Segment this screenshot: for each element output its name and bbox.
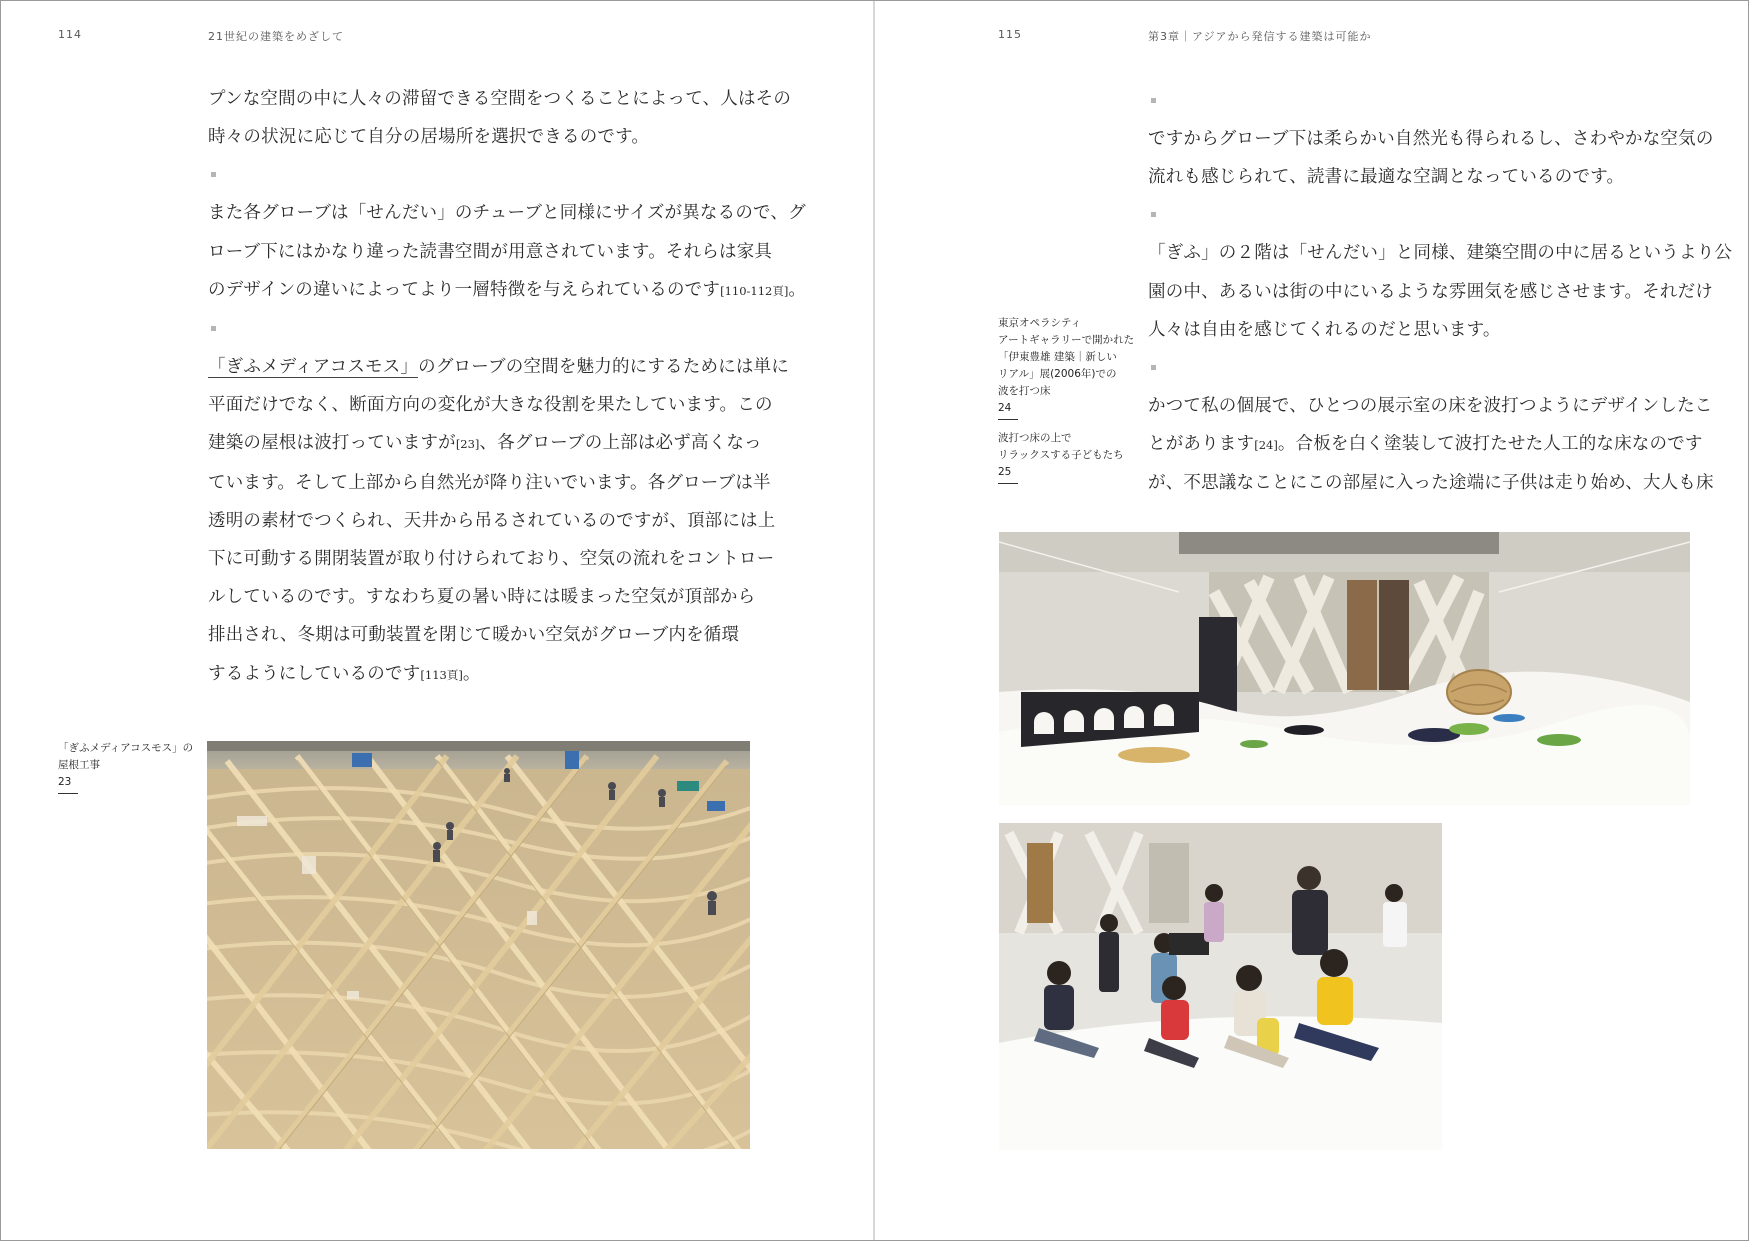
text-line: とがあります[24]。合板を白く塗装して波打たせた人工的な床なのです [1148, 434, 1703, 455]
figure-captions [998, 315, 1134, 494]
figure-number: 24 [998, 400, 1018, 420]
page-reference: [110-112頁] [720, 283, 789, 298]
paragraph-separator [211, 326, 216, 331]
text-line: のデザインの違いによってより一層特徴を与えられているのです[110-112頁]。 [208, 279, 807, 300]
page-reference: [113頁] [420, 667, 463, 682]
text-line: するようにしているのです[113頁]。 [208, 663, 481, 684]
text-line: 下に可動する開閉装置が取り付けられており、空気の流れをコントロー [208, 549, 775, 570]
figure-caption-25: 波打つ床の上で リラックスする子どもたち 25 [998, 430, 1134, 488]
left-page [0, 0, 874, 1241]
text-line: プンな空間の中に人々の滞留できる空間をつくることによって、人はその [208, 89, 792, 109]
paragraph-separator [1151, 212, 1156, 217]
paragraph-separator [1151, 98, 1156, 103]
text-line: 「ぎふメディアコスモス」のグローブの空間を魅力的にするためには単に [208, 357, 789, 378]
running-head: 第3章｜アジアから発信する建築は可能か [1148, 30, 1372, 43]
page-number: 114 [58, 28, 82, 41]
text-line: 平面だけでなく、断面方向の変化が大きな役割を果たしています。この [208, 395, 773, 416]
figure-reference: [24] [1254, 438, 1278, 453]
text-line: 排出され、冬期は可動装置を閉じて暖かい空気がグローブ内を循環 [208, 625, 740, 646]
paragraph-separator [1151, 365, 1156, 370]
emphasized-term: 「ぎふメディアコスモス」 [208, 357, 419, 378]
text-line: ですからグローブ下は柔らかい自然光も得られるし、さわやかな空気の [1148, 129, 1714, 149]
text-line: 透明の素材でつくられ、天井から吊るされているのですが、頂部には上 [208, 510, 776, 531]
figure-number: 23 [58, 774, 78, 794]
wavy-floor-exhibition-photo [999, 532, 1690, 805]
paragraph-separator [211, 172, 216, 177]
text-line: 園の中、あるいは街の中にいるような雰囲気を感じさせます。それだけ [1148, 281, 1713, 302]
text-line: 流れも感じられて、読書に最適な空調となっているのです。 [1148, 167, 1625, 188]
figure-number: 25 [998, 464, 1018, 484]
figure-caption-23: 「ぎふメディアコスモス」の 屋根工事 23 [58, 740, 193, 798]
text-line: ルしているのです。すなわち夏の暑い時には暖まった空気が頂部から [208, 587, 756, 608]
body-text [208, 80, 806, 694]
running-head: 21世紀の建築をめざして [208, 30, 344, 43]
text-line: ています。そして上部から自然光が降り注いでいます。各グローブは半 [208, 472, 771, 493]
right-page [875, 0, 1749, 1241]
roof-construction-photo [207, 741, 750, 1149]
text-line: また各グローブは「せんだい」のチューブと同様にサイズが異なるので、グ [208, 203, 806, 224]
figure-caption-24: 東京オペラシティ アートギャラリーで開かれた 「伊東豊雄 建築｜新しい リアル」展(2006年)での 波を打つ床 24 [998, 315, 1134, 424]
text-line: 建築の屋根は波打っていますが[23]、各グローブの上部は必ず高くなっ [208, 433, 762, 454]
text-line: が、不思議なことにこの部屋に入った途端に子供は走り始め、大人も床 [1148, 473, 1714, 494]
text-line: 時々の状況に応じて自分の居場所を選択できるのです。 [208, 127, 650, 148]
text-line: 「ぎふ」の２階は「せんだい」と同様、建築空間の中に居るというより公 [1148, 243, 1733, 264]
text-line: 人々は自由を感じてくれるのだと思います。 [1148, 319, 1501, 340]
text-line: ローブ下にはかなり違った読書空間が用意されています。それらは家具 [208, 241, 773, 262]
body-text [1148, 80, 1732, 503]
children-on-floor-photo [999, 823, 1442, 1150]
page-number: 115 [998, 28, 1022, 41]
figure-reference: [23] [455, 437, 480, 452]
text-line: かつて私の個展で、ひとつの展示室の床を波打つようにデザインしたこ [1148, 396, 1713, 417]
